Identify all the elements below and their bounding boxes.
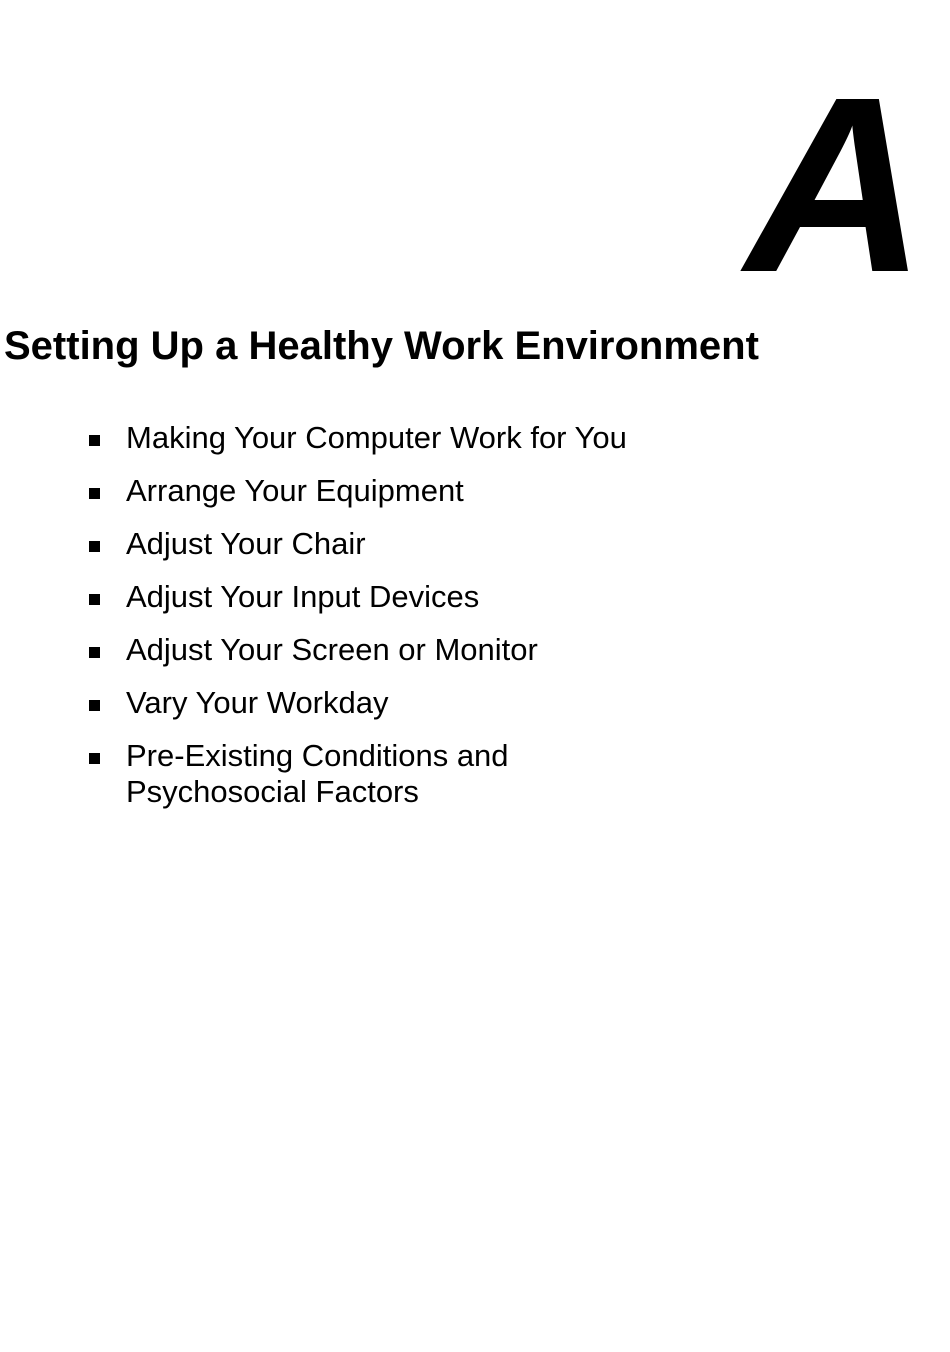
- topic-item: [86, 579, 686, 615]
- topic-label: Making Your Computer Work for You: [126, 420, 627, 455]
- topic-item: [86, 526, 686, 562]
- topic-label: Arrange Your Equipment: [126, 473, 464, 508]
- topic-item: [86, 738, 556, 810]
- topic-item: [86, 420, 686, 456]
- topic-item: [86, 473, 686, 509]
- square-bullet-icon: [89, 488, 100, 499]
- square-bullet-icon: [89, 753, 100, 764]
- square-bullet-icon: [89, 541, 100, 552]
- square-bullet-icon: [89, 435, 100, 446]
- topic-label: Adjust Your Chair: [126, 526, 366, 561]
- topic-label: Adjust Your Input Devices: [126, 579, 480, 614]
- topic-item: [86, 632, 686, 668]
- chapter-letter: A: [745, 45, 922, 324]
- topic-label: Adjust Your Screen or Monitor: [126, 632, 538, 667]
- chapter-title: Setting Up a Healthy Work Environment: [4, 324, 759, 368]
- square-bullet-icon: [89, 647, 100, 658]
- square-bullet-icon: [89, 594, 100, 605]
- square-bullet-icon: [89, 700, 100, 711]
- topic-item: [86, 685, 686, 721]
- topic-label: Vary Your Workday: [126, 685, 389, 720]
- topic-list: [86, 420, 686, 827]
- topic-label: Pre-Existing Conditions and Psychosocial Factors: [126, 738, 509, 809]
